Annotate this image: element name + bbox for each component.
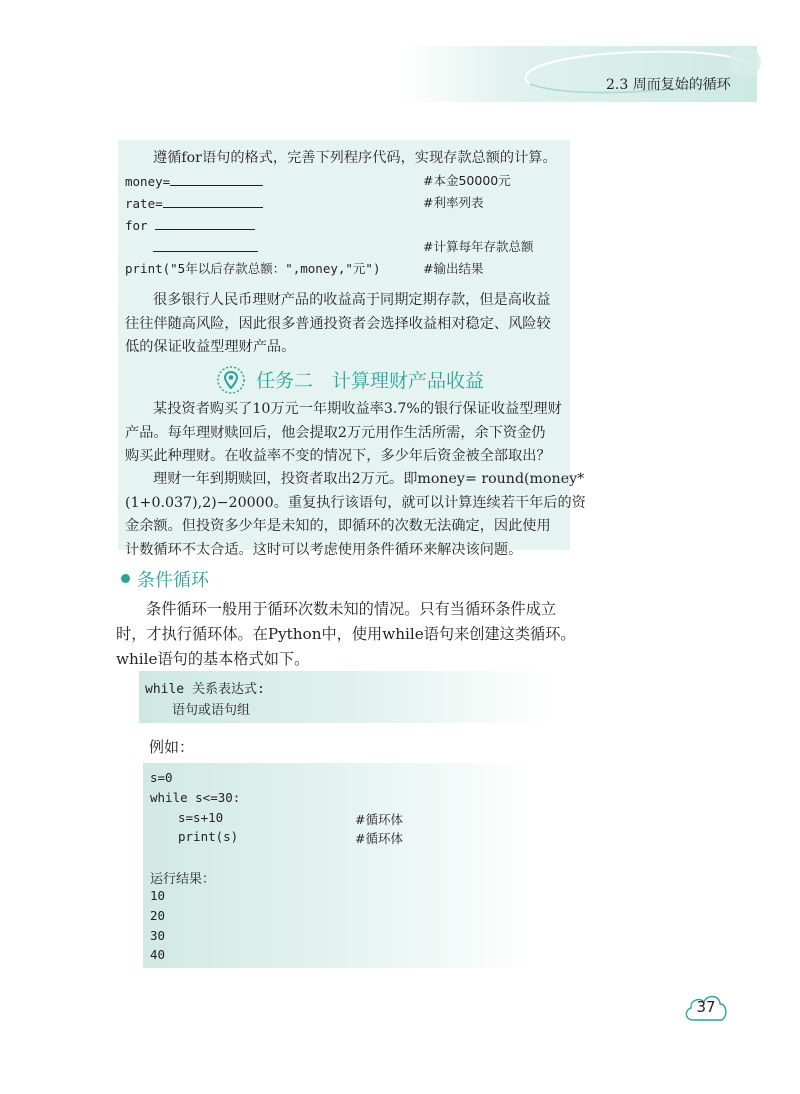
syntax-line-2: 语句或语句组 bbox=[172, 703, 251, 718]
code-line-rate: rate= bbox=[125, 193, 263, 211]
task-title: 任务二 计算理财产品收益 bbox=[256, 370, 485, 392]
code-comment-body: #计算每年存款总额 bbox=[423, 239, 534, 254]
example-code-line-1: s=0 bbox=[150, 770, 173, 785]
code-line-print: print("5年以后存款总额：",money,"元") bbox=[125, 261, 381, 276]
page-number: 37 bbox=[696, 998, 716, 1016]
section-bullet bbox=[121, 574, 130, 583]
exercise-intro: 遵循for语句的格式，完善下列程序代码，实现存款总额的计算。 bbox=[153, 150, 557, 166]
result-value: 40 bbox=[150, 947, 166, 962]
example-comment-2: #循环体 bbox=[355, 831, 403, 846]
task-paragraph-2: 理财一年到期赎回，投资者取出2万元。即money= round(money* (1+0.037),2)−20000。重复执行该语句，就可以计算连续若干年后的资 金余额。但投资多少年是未知的，即循环的次数无法确定，因此使用 计数循环不太合适。这时可以考虑使用条件循环来解决该问题。 bbox=[125, 471, 586, 558]
code-line-for: for bbox=[125, 215, 255, 233]
code-line-body bbox=[153, 237, 258, 255]
result-value: 20 bbox=[150, 908, 166, 923]
location-pin-icon bbox=[216, 365, 246, 395]
result-label: 运行结果： bbox=[150, 872, 216, 887]
example-code-line-3: s=s+10 bbox=[178, 810, 224, 825]
section-title: 条件循环 bbox=[137, 570, 209, 591]
result-value: 10 bbox=[150, 888, 166, 903]
section-paragraph: 条件循环一般用于循环次数未知的情况。只有当循环条件成立 时，才执行循环体。在Python中，使用while语句来创建这类循环。 while语句的基本格式如下。 bbox=[116, 600, 576, 668]
syntax-line-1: while 关系表达式: bbox=[145, 682, 265, 697]
task-paragraph-1: 某投资者购买了10万元一年期收益率3.7%的银行保证收益型理财 产品。每年理财赎回后，他会提取2万元用作生活所需，余下资金仍 购买此种理财。在收益率不变的情况下，多少年后资金被全部取出？ bbox=[125, 401, 562, 464]
example-code-line-2: while s<=30: bbox=[150, 790, 241, 805]
example-code-line-4: print(s) bbox=[178, 829, 239, 844]
code-comment-money: #本金50000元 bbox=[423, 173, 511, 188]
code-line-money: money= bbox=[125, 171, 263, 189]
example-comment-1: #循环体 bbox=[355, 812, 403, 827]
result-value: 30 bbox=[150, 928, 166, 943]
exercise-paragraph: 很多银行人民币理财产品的收益高于同期定期存款，但是高收益 往往伴随高风险，因此很多普通投资者会选择收益相对稳定、风险较 低的保证收益型理财产品。 bbox=[125, 292, 551, 355]
code-comment-print: #输出结果 bbox=[423, 261, 484, 276]
example-label: 例如： bbox=[149, 738, 195, 756]
code-comment-rate: #利率列表 bbox=[423, 195, 484, 210]
chapter-header-title: 2.3 周而复始的循环 bbox=[606, 77, 731, 93]
